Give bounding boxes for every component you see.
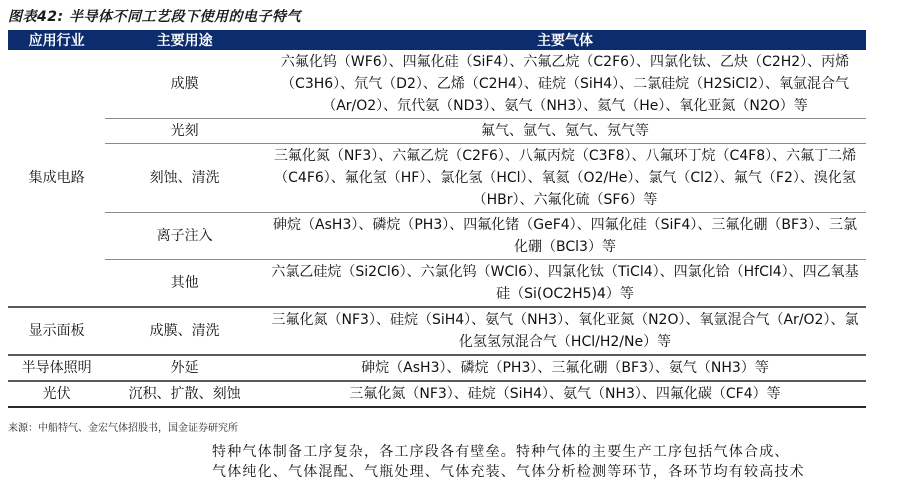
- body-paragraph-line-1: 特种气体制备工序复杂，各工序段各有壁垒。特种气体的主要生产工序包括气体合成、: [212, 444, 790, 460]
- table-row: [8, 260, 866, 308]
- usage-cell: 沉积、扩散、刻蚀: [105, 381, 264, 407]
- usage-cell: 刻蚀、清洗: [105, 144, 264, 213]
- figure-title: 图表42: 半导体不同工艺段下使用的电子特气: [8, 9, 301, 25]
- table-row: [8, 119, 866, 144]
- gas-cell: 三氟化氮（NF3）、硅烷（SiH4）、氨气（NH3）、氧化亚氮（N2O）、氧氩混合气（Ar/O2）、氯化氢氢氖混合气（HCl/H2/Ne）等: [264, 307, 866, 355]
- usage-cell: 外延: [105, 355, 264, 381]
- usage-cell: 离子注入: [105, 213, 264, 260]
- table-row: [8, 355, 866, 381]
- table-row: [8, 50, 866, 119]
- usage-cell: 成膜、清洗: [105, 307, 264, 355]
- gas-cell: 六氟化钨（WF6）、四氟化硅（SiF4）、六氟乙烷（C2F6）、四氯化钛、乙炔（C2H2）、丙烯（C3H6）、氘气（D2）、乙烯（C2H4）、硅烷（SiH4）、二氯硅烷（H2SiCl2）、氧氩混合气（Ar/O2）、氘代氨（ND3）、氨气（NH3）、氦气（He）、氧化亚氮（N2O）等: [264, 50, 866, 119]
- usage-cell: 其他: [105, 260, 264, 308]
- header-usage: 主要用途: [105, 30, 264, 50]
- table-row: [8, 213, 866, 260]
- industry-cell: 光伏: [8, 381, 105, 407]
- gas-cell: 砷烷（AsH3）、磷烷（PH3）、三氟化硼（BF3）、氨气（NH3）等: [264, 355, 866, 381]
- table-row: [8, 144, 866, 213]
- header-industry: 应用行业: [8, 30, 105, 50]
- industry-cell: 显示面板: [8, 307, 105, 355]
- table-header-row: [8, 30, 866, 50]
- header-gas: 主要气体: [264, 30, 866, 50]
- gas-table: [8, 30, 866, 408]
- gas-cell: 砷烷（AsH3）、磷烷（PH3）、四氟化锗（GeF4）、四氟化硅（SiF4）、三氟化硼（BF3）、三氯化硼（BCl3）等: [264, 213, 866, 260]
- body-paragraph-line-2: 气体纯化、气体混配、气瓶处理、气体充装、气体分析检测等环节，各环节均有较高技术: [212, 464, 805, 480]
- source-note: 来源：中船特气、金宏气体招股书，国金证券研究所: [8, 423, 238, 434]
- table-row: [8, 307, 866, 355]
- industry-cell: 半导体照明: [8, 355, 105, 381]
- gas-cell: 氟气、氩气、氪气、氖气等: [264, 119, 866, 144]
- gas-cell: 三氟化氮（NF3）、硅烷（SiH4）、氨气（NH3）、四氟化碳（CF4）等: [264, 381, 866, 407]
- table-row: [8, 381, 866, 407]
- gas-cell: 三氟化氮（NF3）、六氟乙烷（C2F6）、八氟丙烷（C3F8）、八氟环丁烷（C4F8）、六氟丁二烯（C4F6）、氟化氢（HF）、氯化氢（HCl）、氧氦（O2/He）、氯气（Cl2）、氟气（F2）、溴化氢（HBr）、六氟化硫（SF6）等: [264, 144, 866, 213]
- industry-cell: 集成电路: [8, 50, 105, 307]
- usage-cell: 成膜: [105, 50, 264, 119]
- usage-cell: 光刻: [105, 119, 264, 144]
- gas-cell: 六氯乙硅烷（Si2Cl6）、六氯化钨（WCl6）、四氯化钛（TiCl4）、四氯化铪（HfCl4）、四乙氧基硅（Si(OC2H5)4）等: [264, 260, 866, 308]
